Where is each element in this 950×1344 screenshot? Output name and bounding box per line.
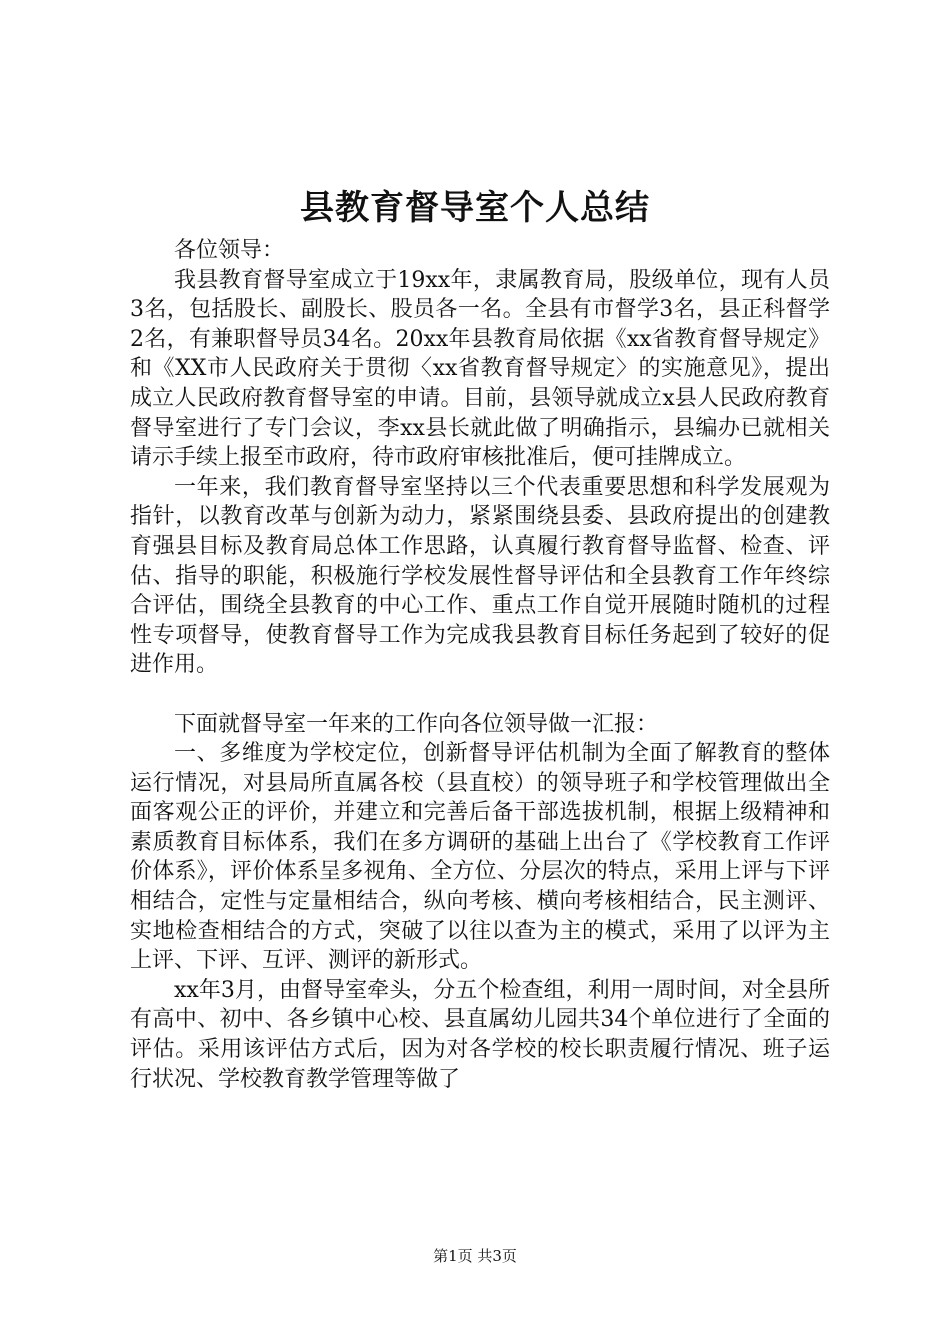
body-paragraph: 我县教育督导室成立于19xx年，隶属教育局，股级单位，现有人员3名，包括股长、副股长、股员各一名。全县有市督学3名，县正科督学2名，有兼职督导员34名。20xx年县教育局依据《xx省教育督导规定》和《XX市人民政府关于贯彻〈xx省教育督导规定〉的实施意见》，提出成立人民政府教育督导室的申请。目前，县领导就成立x县人民政府教育督导室进行了专门会议，李xx县长就此做了明确指示，县编办已就相关请示手续上报至市政府，待市政府审核批准后，便可挂牌成立。 (130, 267, 830, 471)
body-paragraph: xx年3月，由督导室牵头，分五个检查组，利用一周时间，对全县所有高中、初中、各乡镇中心校、县直属幼儿园共34个单位进行了全面的评估。采用该评估方式后，因为对各学校的校长职责履行情况、班子运行状况、学校教育教学管理等做了 (130, 977, 830, 1092)
body-paragraph: 下面就督导室一年来的工作向各位领导做一汇报： (174, 711, 659, 737)
greeting-paragraph: 各位领导： (174, 238, 285, 263)
page-number-footer: 第1页 共3页 (433, 1247, 517, 1265)
document-title: 县教育督导室个人总结 (300, 188, 650, 228)
section-paragraph: 一、多维度为学校定位，创新督导评估机制为全面了解教育的整体运行情况，对县局所直属各校（县直校）的领导班子和学校管理做出全面客观公正的评价，并建立和完善后备干部选拔机制，根据上级精神和素质教育目标体系，我们在多方调研的基础上出台了《学校教育工作评价体系》，评价体系呈多视角、全方位、分层次的特点，采用上评与下评相结合，定性与定量相结合，纵向考核、横向考核相结合，民主测评、实地检查相结合的方式，突破了以往以查为主的模式，采用了以评为主上评、下评、互评、测评的新形式。 (130, 741, 830, 974)
body-paragraph: 一年来，我们教育督导室坚持以三个代表重要思想和科学发展观为指针，以教育改革与创新为动力，紧紧围绕县委、县政府提出的创建教育强县目标及教育局总体工作思路，认真履行教育督导监督、检查、评估、指导的职能，积极施行学校发展性督导评估和全县教育工作年终综合评估，围绕全县教育的中心工作、重点工作自觉开展随时随机的过程性专项督导，使教育督导工作为完成我县教育目标任务起到了较好的促进作用。 (130, 474, 830, 678)
document-body (130, 236, 830, 1094)
